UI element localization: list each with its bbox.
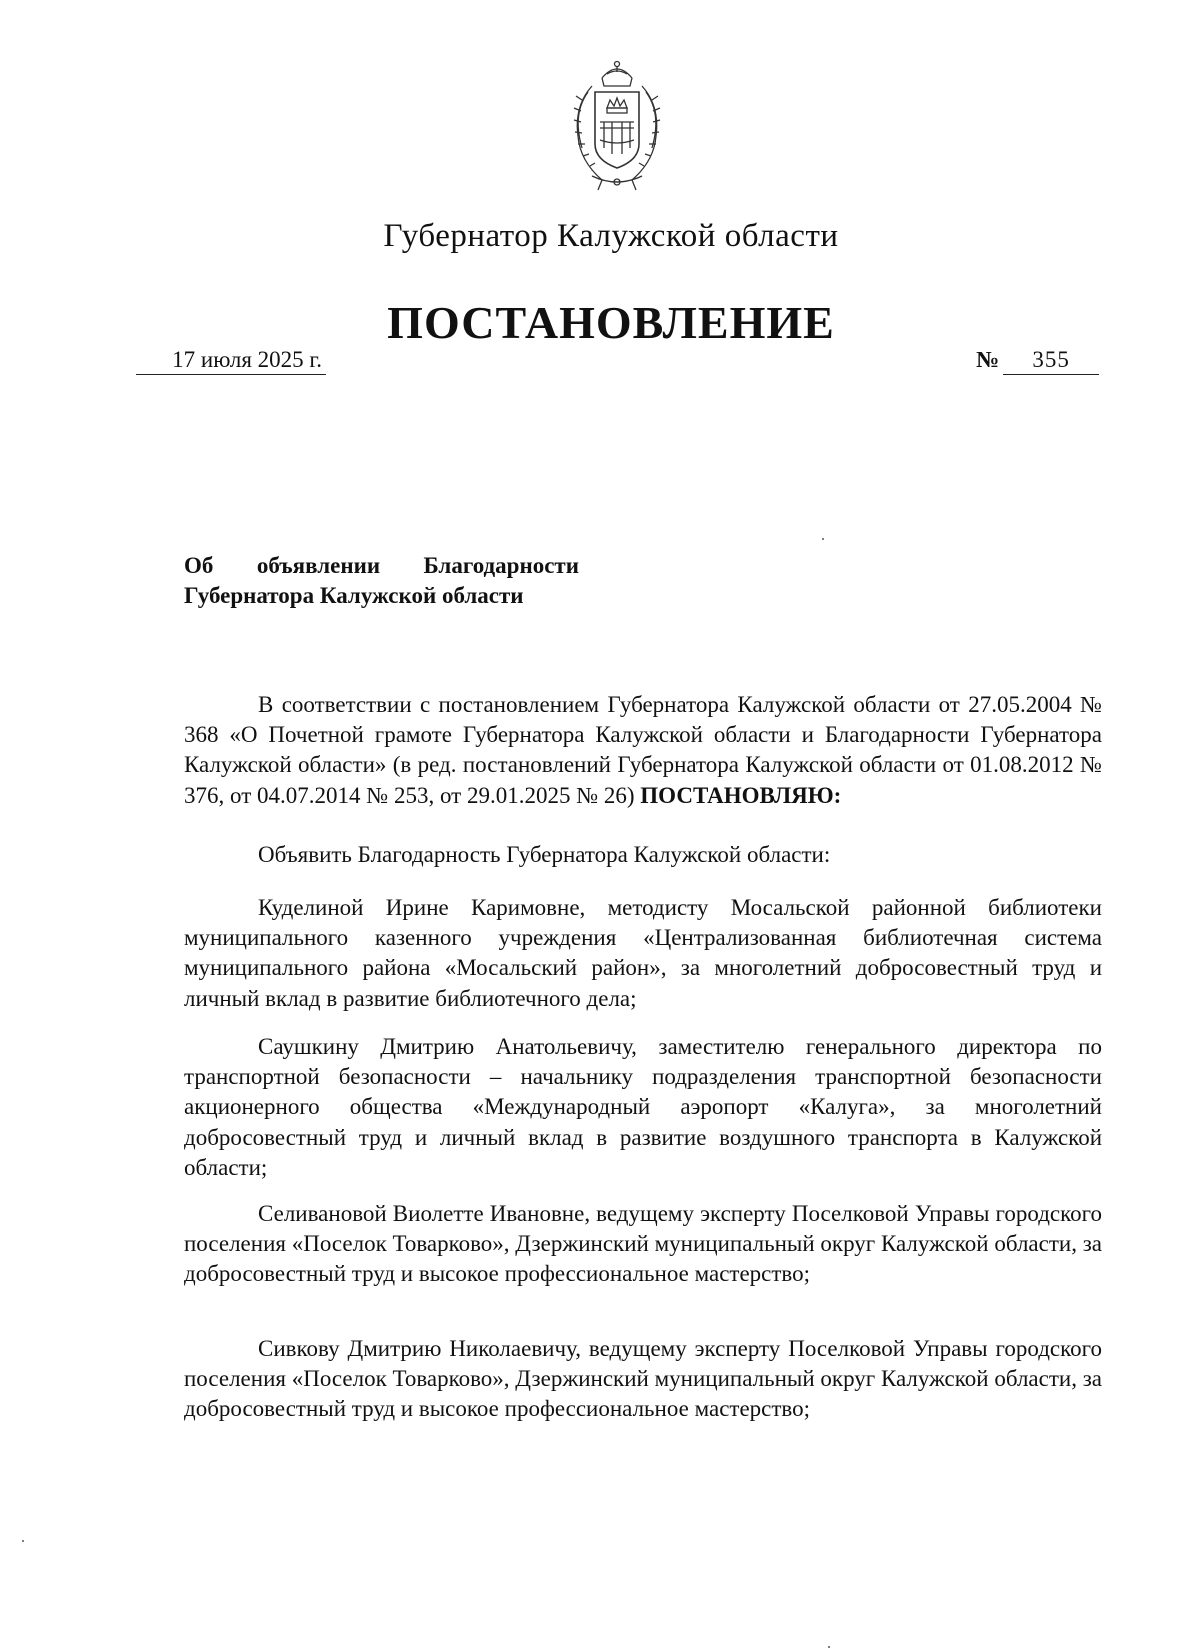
intro-text: В соответствии с постановлением Губернатора Калужской области от 27.05.2004 № 368 «О Почетной грамоте Губернатора Калужской области и Благодарности Губернатора Калужской области» (в ред. постановлений Губернатора Калужской области от 01.08.2012 № 376, от 04.07.2014 № 253, от 29.01.2025 № 26)	[184, 692, 1102, 808]
document-number: 355	[1003, 346, 1099, 375]
recipient-paragraph: Сивкову Дмитрию Николаевичу, ведущему эксперту Поселковой Управы городского поселения «Поселок Товарково», Дзержинский муниципальный округ Калужской области, за добросовестный труд и высокое профессиональное мастерство;	[184, 1336, 1103, 1422]
document-type-title: ПОСТАНОВЛЕНИЕ	[387, 297, 835, 348]
scan-speck	[22, 1540, 24, 1542]
scan-speck	[822, 538, 824, 540]
issuing-authority: Губернатор Калужской области	[383, 218, 839, 254]
decree-word: ПОСТАНОВЛЯЮ:	[640, 782, 842, 808]
subject-word: Благодарности	[423, 553, 579, 578]
coat-of-arms-icon	[562, 56, 672, 194]
subject-line-1	[184, 551, 579, 581]
subject-word: объявлении	[256, 553, 381, 578]
recipient-paragraph: Саушкину Дмитрию Анатольевичу, заместителю генерального директора по транспортной безопасности – начальнику подразделения транспортной безопасности акционерного общества «Международный аэропорт «Калуга», за многолетний добросовестный труд и личный вклад в развитие воздушного транспорта в Калужской области;	[184, 1034, 1102, 1180]
subject-line-2: Губернатора Калужской области	[184, 583, 524, 608]
document-number-field	[976, 346, 1136, 375]
document-date: 17 июля 2025 г.	[136, 346, 326, 375]
scan-speck	[828, 1646, 830, 1648]
document-subject	[184, 551, 604, 611]
recipient-paragraph: Куделиной Ирине Каримовне, методисту Мосальской районной библиотеки муниципального казенного учреждения «Централизованная библиотечная система муниципального района «Мосальский район», за многолетний добросовестный труд и личный вклад в развитие библиотечного дела;	[184, 895, 1102, 1011]
number-sign: №	[976, 347, 1000, 372]
announce-paragraph: Объявить Благодарность Губернатора Калужской области:	[258, 842, 831, 867]
recipient-paragraph: Селивановой Виолетте Ивановне, ведущему эксперту Поселковой Управы городского поселения «Поселок Товарково», Дзержинский муниципальный округ Калужской области, за добросовестный труд и высокое профессиональное мастерство;	[184, 1201, 1103, 1287]
subject-word: Об	[184, 553, 214, 578]
intro-paragraph	[184, 690, 1102, 811]
